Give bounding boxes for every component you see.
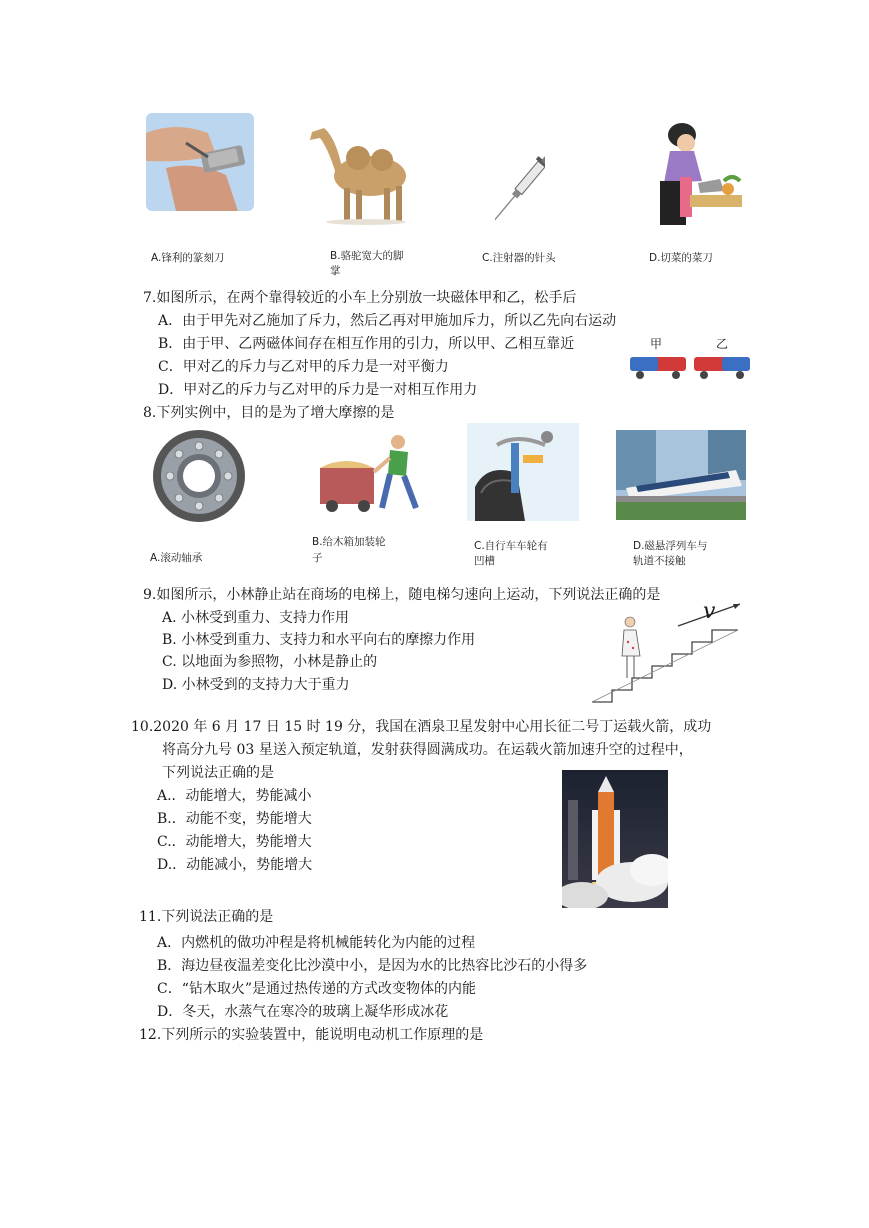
question-10-option-a: A.．动能增大，势能减小 [157,788,312,804]
carving-knife-image [146,113,254,211]
option-b-caption-line2: 掌 [330,265,341,277]
question-7-stem: 7.如图所示，在两个靠得较近的小车上分别放一块磁体甲和乙，松手后 [143,290,577,306]
q8-option-d-caption-line2: 轨道不接触 [633,555,686,567]
q8-option-a-caption: A.滚动轴承 [150,552,203,564]
question-10-option-b: B.．动能不变，势能增大 [157,811,312,827]
question-10-stem-line2: 将高分九号 03 星送入预定轨道，发射获得圆满成功。在运载火箭加速升空的过程中， [162,742,693,758]
bicycle-wheel-image [467,423,579,521]
question-11-option-b: B．海边昼夜温差变化比沙漠中小，是因为水的比热容比沙石的小得多 [157,958,588,974]
question-11-option-c: C．“钻木取火”是通过热传递的方式改变物体的内能 [157,981,477,997]
question-11-option-a: A．内燃机的做功冲程是将机械能转化为内能的过程 [157,935,476,951]
pushing-crate-image [316,428,428,514]
question-10-option-d: D.．动能减小，势能增大 [157,857,313,873]
question-9-option-c: C. 以地面为参照物，小林是静止的 [162,654,378,670]
question-11-option-d: D．冬天，水蒸气在寒冷的玻璃上凝华形成冰花 [157,1004,449,1020]
q8-option-c-caption-line2: 凹槽 [474,555,495,567]
question-10-option-c: C.．动能增大，势能增大 [157,834,312,850]
vegetable-cutting-image [654,121,744,225]
question-9-option-d: D. 小林受到的支持力大于重力 [162,677,350,693]
option-b-caption-line1: B.骆驼宽大的脚 [330,250,404,262]
syringe-image [495,152,545,227]
question-10-stem-line3: 下列说法正确的是 [162,765,274,781]
velocity-label: v [703,599,716,624]
escalator-figure [588,599,744,706]
rolling-bearing-image [148,427,250,525]
question-10-stem-line1: 10.2020 年 6 月 17 日 15 时 19 分，我国在酒泉卫星发射中心用长征二号丁运载火箭，成功 [131,719,712,735]
question-9-option-b: B. 小林受到重力、支持力和水平向右的摩擦力作用 [162,632,476,648]
rocket-launch-image [562,770,668,908]
magnet-label-left: 甲 [650,337,663,351]
question-7-option-a: A．由于甲先对乙施加了斥力，然后乙再对甲施加斥力，所以乙先向右运动 [158,313,617,329]
question-9-stem: 9.如图所示，小林静止站在商场的电梯上，随电梯匀速向上运动，下列说法正确的是 [143,587,661,603]
question-7-option-d: D．甲对乙的斥力与乙对甲的斥力是一对相互作用力 [158,382,478,398]
question-9-option-a: A. 小林受到重力、支持力作用 [162,610,350,626]
camel-image [306,118,421,226]
magnet-carts-figure [624,333,756,383]
question-7-option-b: B．由于甲、乙两磁体间存在相互作用的引力，所以甲、乙相互靠近 [158,336,575,352]
question-11-stem: 11.下列说法正确的是 [139,909,274,925]
question-7-option-c: C．甲对乙的斥力与乙对甲的斥力是一对平衡力 [158,359,449,375]
maglev-train-image [616,430,746,520]
question-8-stem: 8.下列实例中，目的是为了增大摩擦的是 [143,405,395,421]
option-a-caption: A.锋利的篆刻刀 [151,252,225,264]
magnet-label-right: 乙 [716,337,729,351]
q8-option-d-caption-line1: D.磁悬浮列车与 [633,540,708,552]
question-12-stem: 12.下列所示的实验装置中，能说明电动机工作原理的是 [139,1027,484,1043]
q8-option-b-caption-line1: B.给木箱加装轮 [312,536,386,548]
q8-option-c-caption-line1: C.自行车车轮有 [474,540,548,552]
q8-option-b-caption-line2: 子 [312,552,323,564]
option-c-caption: C.注射器的针头 [482,252,556,264]
option-d-caption: D.切菜的菜刀 [649,252,713,264]
